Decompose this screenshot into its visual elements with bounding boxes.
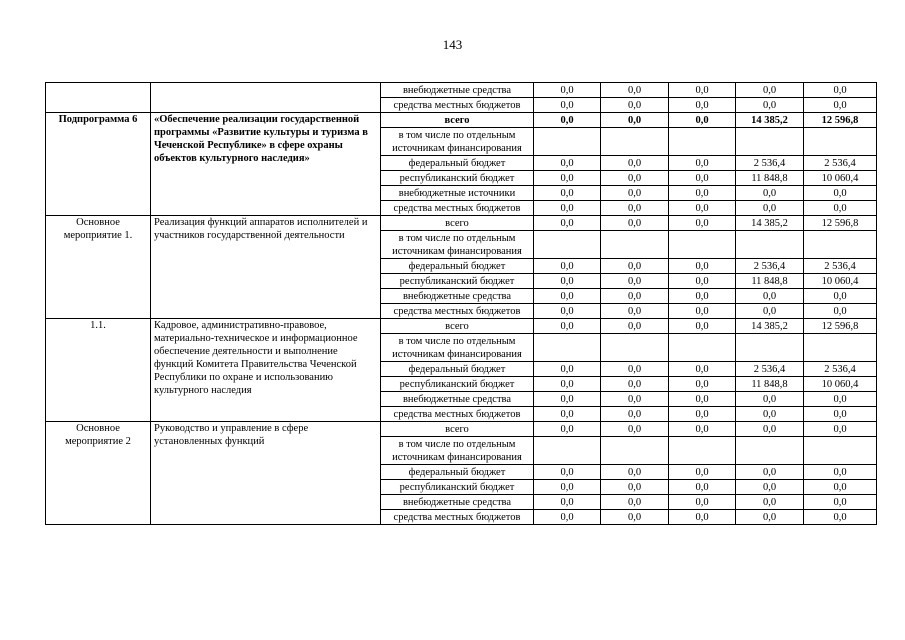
value-cell — [804, 231, 877, 259]
value-cell: 0,0 — [534, 216, 601, 231]
value-cell: 0,0 — [669, 319, 736, 334]
value-cell: 0,0 — [534, 495, 601, 510]
value-cell: 0,0 — [601, 201, 669, 216]
cell-line: мероприятие 2 — [65, 436, 131, 447]
value-cell: 0,0 — [534, 465, 601, 480]
value-cell: 0,0 — [601, 113, 669, 128]
funding-source-cell: федеральный бюджет — [381, 259, 534, 274]
value-cell: 2 536,4 — [736, 362, 804, 377]
table-row — [46, 422, 877, 437]
value-cell — [669, 231, 736, 259]
value-cell: 0,0 — [534, 392, 601, 407]
cell-line: Основное — [76, 217, 120, 228]
value-cell: 0,0 — [804, 98, 877, 113]
funding-source-cell: внебюджетные средства — [381, 392, 534, 407]
value-cell: 10 060,4 — [804, 274, 877, 289]
value-cell: 11 848,8 — [736, 171, 804, 186]
value-cell: 0,0 — [601, 510, 669, 525]
funding-source-cell: внебюджетные средства — [381, 289, 534, 304]
funding-source-cell: всего — [381, 216, 534, 231]
value-cell: 0,0 — [736, 465, 804, 480]
value-cell: 11 848,8 — [736, 377, 804, 392]
value-cell: 0,0 — [736, 495, 804, 510]
value-cell: 0,0 — [736, 304, 804, 319]
funding-source-cell: внебюджетные источники — [381, 186, 534, 201]
funding-source-cell: всего — [381, 422, 534, 437]
funding-source-cell: республиканский бюджет — [381, 171, 534, 186]
value-cell: 0,0 — [669, 201, 736, 216]
value-cell: 0,0 — [736, 422, 804, 437]
value-cell: 0,0 — [669, 422, 736, 437]
value-cell — [601, 334, 669, 362]
value-cell: 0,0 — [669, 407, 736, 422]
value-cell — [804, 437, 877, 465]
value-cell: 2 536,4 — [736, 259, 804, 274]
value-cell: 14 385,2 — [736, 319, 804, 334]
value-cell: 0,0 — [601, 186, 669, 201]
value-cell — [601, 437, 669, 465]
value-cell: 0,0 — [601, 495, 669, 510]
value-cell: 0,0 — [534, 510, 601, 525]
cell-line: в том числе по отдельным — [398, 232, 516, 244]
value-cell — [534, 231, 601, 259]
funding-source-cell: республиканский бюджет — [381, 377, 534, 392]
funding-source-cell: внебюджетные средства — [381, 495, 534, 510]
value-cell: 0,0 — [601, 319, 669, 334]
funding-source-cell — [381, 334, 534, 362]
cell-line: мероприятие 1. — [63, 230, 133, 241]
value-cell: 0,0 — [736, 510, 804, 525]
value-cell: 0,0 — [804, 407, 877, 422]
value-cell: 0,0 — [534, 407, 601, 422]
value-cell: 0,0 — [804, 480, 877, 495]
value-cell: 14 385,2 — [736, 113, 804, 128]
value-cell: 0,0 — [736, 201, 804, 216]
value-cell: 0,0 — [601, 274, 669, 289]
value-cell: 0,0 — [736, 83, 804, 98]
value-cell: 0,0 — [534, 362, 601, 377]
value-cell: 0,0 — [534, 274, 601, 289]
funding-source-cell: республиканский бюджет — [381, 480, 534, 495]
value-cell: 0,0 — [669, 480, 736, 495]
value-cell: 0,0 — [669, 392, 736, 407]
value-cell: 0,0 — [601, 216, 669, 231]
value-cell: 0,0 — [804, 392, 877, 407]
value-cell: 0,0 — [534, 156, 601, 171]
value-cell: 2 536,4 — [804, 362, 877, 377]
value-cell: 0,0 — [669, 259, 736, 274]
budget-table — [45, 82, 877, 525]
funding-source-cell: всего — [381, 113, 534, 128]
value-cell: 0,0 — [534, 422, 601, 437]
value-cell: 0,0 — [669, 377, 736, 392]
value-cell: 0,0 — [534, 186, 601, 201]
value-cell: 0,0 — [534, 201, 601, 216]
value-cell: 0,0 — [669, 510, 736, 525]
value-cell: 0,0 — [534, 377, 601, 392]
value-cell: 0,0 — [669, 274, 736, 289]
cell-line: в том числе по отдельным — [398, 438, 516, 450]
row-code-cell: Подпрограмма 6 — [46, 113, 151, 216]
table-row — [46, 216, 877, 231]
funding-source-cell — [381, 437, 534, 465]
value-cell: 0,0 — [736, 480, 804, 495]
funding-source-cell: федеральный бюджет — [381, 362, 534, 377]
value-cell: 0,0 — [534, 304, 601, 319]
row-name-cell: «Обеспечение реализации государственной программы «Развитие культуры и туризма в Чеченской Республике» в сфере охраны объектов культурного наследия» — [151, 113, 381, 216]
value-cell — [601, 231, 669, 259]
table-row — [46, 113, 877, 128]
value-cell: 0,0 — [601, 304, 669, 319]
funding-source-cell: средства местных бюджетов — [381, 407, 534, 422]
value-cell — [601, 128, 669, 156]
value-cell: 0,0 — [804, 186, 877, 201]
row-name-cell — [151, 83, 381, 113]
value-cell: 0,0 — [534, 98, 601, 113]
value-cell: 0,0 — [534, 171, 601, 186]
funding-source-cell: внебюджетные средства — [381, 83, 534, 98]
value-cell: 0,0 — [601, 289, 669, 304]
value-cell: 0,0 — [534, 83, 601, 98]
funding-source-cell: средства местных бюджетов — [381, 98, 534, 113]
value-cell: 0,0 — [601, 392, 669, 407]
value-cell: 0,0 — [669, 304, 736, 319]
value-cell: 2 536,4 — [736, 156, 804, 171]
value-cell: 0,0 — [804, 304, 877, 319]
value-cell: 0,0 — [534, 480, 601, 495]
row-name-cell: Руководство и управление в сфере установленных функций — [151, 422, 381, 525]
cell-line: источникам финансирования — [392, 348, 522, 360]
funding-source-cell: республиканский бюджет — [381, 274, 534, 289]
funding-source-cell — [381, 128, 534, 156]
value-cell: 2 536,4 — [804, 259, 877, 274]
value-cell: 0,0 — [804, 510, 877, 525]
funding-source-cell — [381, 231, 534, 259]
value-cell: 10 060,4 — [804, 377, 877, 392]
value-cell: 0,0 — [601, 259, 669, 274]
value-cell — [736, 231, 804, 259]
value-cell: 0,0 — [534, 319, 601, 334]
value-cell: 0,0 — [601, 83, 669, 98]
row-code-cell: 1.1. — [46, 319, 151, 422]
value-cell: 0,0 — [804, 495, 877, 510]
value-cell: 0,0 — [601, 407, 669, 422]
value-cell: 0,0 — [669, 171, 736, 186]
value-cell: 0,0 — [601, 465, 669, 480]
value-cell: 0,0 — [669, 83, 736, 98]
cell-line: в том числе по отдельным — [398, 335, 516, 347]
value-cell: 0,0 — [601, 480, 669, 495]
value-cell — [669, 128, 736, 156]
value-cell: 0,0 — [669, 289, 736, 304]
row-code-cell — [46, 216, 151, 319]
value-cell: 0,0 — [804, 465, 877, 480]
value-cell: 0,0 — [736, 98, 804, 113]
table-row — [46, 83, 877, 98]
value-cell: 0,0 — [736, 289, 804, 304]
value-cell: 0,0 — [534, 289, 601, 304]
value-cell: 0,0 — [669, 495, 736, 510]
value-cell: 12 596,8 — [804, 113, 877, 128]
value-cell: 0,0 — [804, 422, 877, 437]
value-cell: 0,0 — [669, 98, 736, 113]
value-cell: 0,0 — [601, 422, 669, 437]
value-cell: 0,0 — [736, 186, 804, 201]
value-cell — [736, 334, 804, 362]
cell-line: Основное — [76, 423, 120, 434]
value-cell: 12 596,8 — [804, 216, 877, 231]
value-cell: 0,0 — [669, 362, 736, 377]
value-cell — [534, 128, 601, 156]
page-number: 143 — [442, 37, 463, 52]
value-cell — [534, 437, 601, 465]
funding-source-cell: федеральный бюджет — [381, 156, 534, 171]
row-code-cell — [46, 83, 151, 113]
value-cell: 0,0 — [669, 113, 736, 128]
value-cell: 0,0 — [669, 186, 736, 201]
row-code-cell — [46, 422, 151, 525]
value-cell: 0,0 — [736, 407, 804, 422]
value-cell: 10 060,4 — [804, 171, 877, 186]
value-cell: 0,0 — [601, 362, 669, 377]
value-cell: 12 596,8 — [804, 319, 877, 334]
cell-line: в том числе по отдельным — [398, 129, 516, 141]
value-cell: 0,0 — [804, 289, 877, 304]
value-cell — [669, 437, 736, 465]
cell-line: источникам финансирования — [392, 245, 522, 257]
value-cell: 0,0 — [804, 83, 877, 98]
value-cell: 11 848,8 — [736, 274, 804, 289]
value-cell: 2 536,4 — [804, 156, 877, 171]
value-cell: 0,0 — [601, 98, 669, 113]
value-cell — [534, 334, 601, 362]
value-cell: 0,0 — [601, 171, 669, 186]
row-name-cell: Кадровое, административно-правовое, материально-техническое и информационное обеспечение деятельности и выполнение функций Комитета Правительства Чеченской Республики по охране и использованию культурного наследия — [151, 319, 381, 422]
value-cell — [804, 334, 877, 362]
funding-source-cell: всего — [381, 319, 534, 334]
funding-source-cell: федеральный бюджет — [381, 465, 534, 480]
value-cell: 0,0 — [601, 156, 669, 171]
value-cell: 0,0 — [736, 392, 804, 407]
table-row — [46, 319, 877, 334]
value-cell: 0,0 — [669, 156, 736, 171]
value-cell: 0,0 — [534, 113, 601, 128]
value-cell: 0,0 — [534, 259, 601, 274]
value-cell — [804, 128, 877, 156]
value-cell: 0,0 — [669, 465, 736, 480]
row-name-cell: Реализация функций аппаратов исполнителей и участников государственной деятельности — [151, 216, 381, 319]
value-cell: 14 385,2 — [736, 216, 804, 231]
value-cell: 0,0 — [804, 201, 877, 216]
value-cell — [736, 128, 804, 156]
funding-source-cell: средства местных бюджетов — [381, 201, 534, 216]
funding-source-cell: средства местных бюджетов — [381, 304, 534, 319]
cell-line: источникам финансирования — [392, 451, 522, 463]
cell-line: источникам финансирования — [392, 142, 522, 154]
value-cell — [736, 437, 804, 465]
value-cell: 0,0 — [601, 377, 669, 392]
value-cell: 0,0 — [669, 216, 736, 231]
funding-source-cell: средства местных бюджетов — [381, 510, 534, 525]
value-cell — [669, 334, 736, 362]
